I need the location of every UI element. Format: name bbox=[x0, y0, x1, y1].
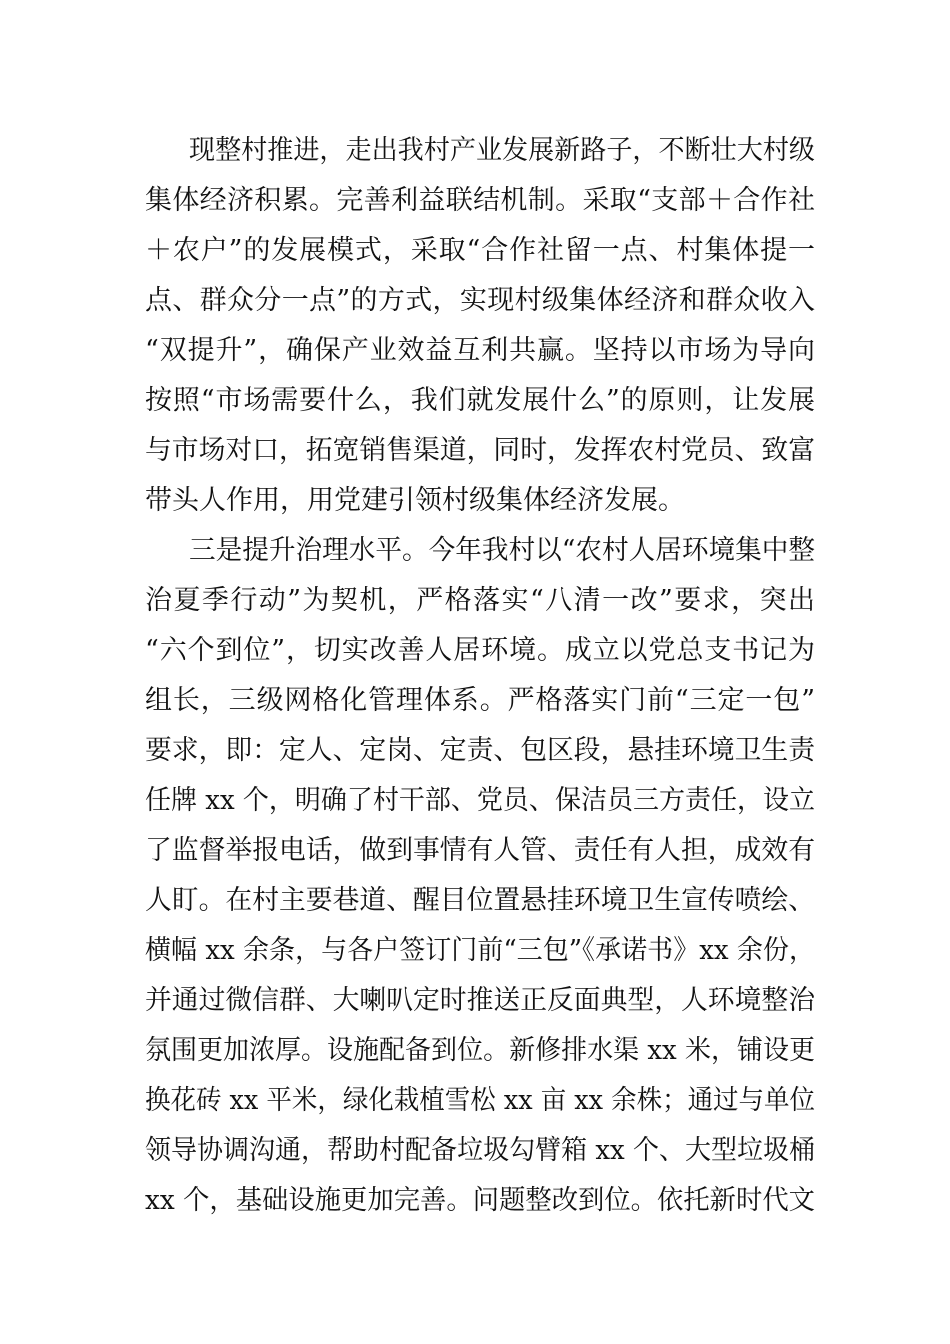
paragraph-line: 集体经济积累。完善利益联结机制。采取“支部＋合作社 bbox=[145, 185, 815, 216]
paragraph-line: “双提升”，确保产业效益互利共赢。坚持以市场为导向 bbox=[145, 335, 815, 366]
paragraph-line: 组长，三级网格化管理体系。严格落实门前“三定一包” bbox=[145, 685, 815, 716]
paragraph-line: 要求，即：定人、定岗、定责、包区段，悬挂环境卫生责 bbox=[145, 735, 815, 766]
paragraph-line: 带头人作用，用党建引领村级集体经济发展。 bbox=[145, 485, 685, 516]
paragraph-line: ＋农户”的发展模式，采取“合作社留一点、村集体提一 bbox=[145, 235, 815, 266]
paragraph-line: 按照“市场需要什么，我们就发展什么”的原则，让发展 bbox=[145, 385, 815, 416]
paragraph-line: 人盯。在村主要巷道、醒目位置悬挂环境卫生宣传喷绘、 bbox=[145, 885, 815, 916]
paragraph-line: 治夏季行动”为契机，严格落实“八清一改”要求，突出 bbox=[145, 585, 815, 616]
paragraph-line: 现整村推进，走出我村产业发展新路子，不断壮大村级 bbox=[189, 135, 815, 166]
paragraph-line: 了监督举报电话，做到事情有人管、责任有人担，成效有 bbox=[145, 835, 815, 866]
paragraph-line: 横幅 xx 余条，与各户签订门前“三包”《承诺书》xx 余份， bbox=[145, 935, 815, 966]
paragraph-line: 与市场对口，拓宽销售渠道，同时，发挥农村党员、致富 bbox=[145, 435, 815, 466]
paragraph-line: xx 个，基础设施更加完善。问题整改到位。依托新时代文 bbox=[145, 1185, 815, 1216]
paragraph-line: 并通过微信群、大喇叭定时推送正反面典型，人环境整治 bbox=[145, 985, 815, 1016]
paragraph-line: 氛围更加浓厚。设施配备到位。新修排水渠 xx 米，铺设更 bbox=[145, 1035, 815, 1066]
paragraph-line: “六个到位”，切实改善人居环境。成立以党总支书记为 bbox=[145, 635, 815, 666]
paragraph-line: 点、群众分一点”的方式，实现村级集体经济和群众收入 bbox=[145, 285, 815, 316]
paragraph-line: 三是提升治理水平。今年我村以“农村人居环境集中整 bbox=[189, 535, 815, 566]
paragraph-line: 领导协调沟通，帮助村配备垃圾勾臂箱 xx 个、大型垃圾桶 bbox=[145, 1135, 815, 1166]
paragraph-line: 任牌 xx 个，明确了村干部、党员、保洁员三方责任，设立 bbox=[145, 785, 815, 816]
paragraph-line: 换花砖 xx 平米，绿化栽植雪松 xx 亩 xx 余株；通过与单位 bbox=[145, 1085, 815, 1116]
